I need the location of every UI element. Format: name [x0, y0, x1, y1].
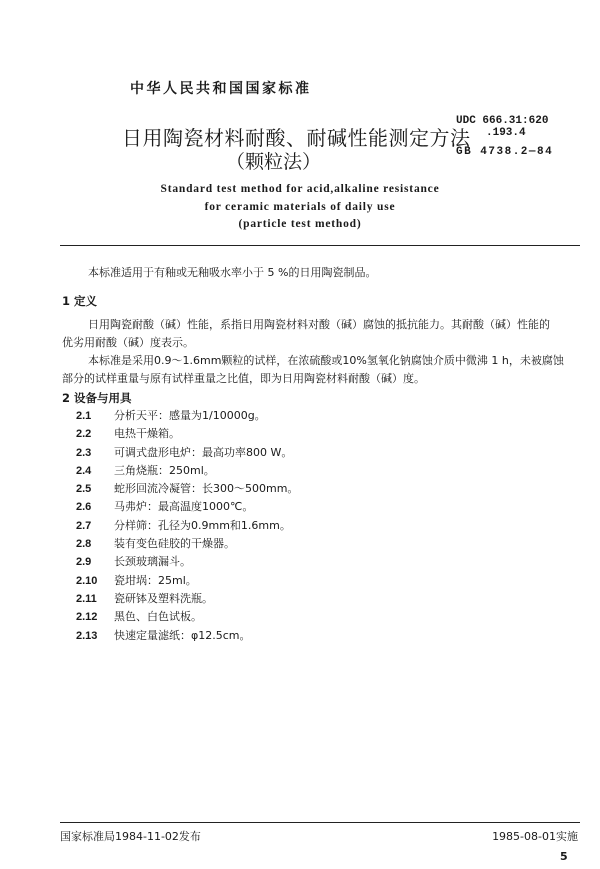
section-2-heading: 2 设备与用具 [62, 391, 132, 405]
bottom-divider [60, 822, 580, 823]
item-text: 蛇形回流冷凝管：长300～500mm。 [114, 482, 299, 496]
item-text: 快速定量滤纸：φ12.5cm。 [114, 628, 251, 642]
equipment-item [76, 553, 298, 571]
item-number: 2.13 [76, 629, 98, 642]
equipment-item [76, 608, 298, 626]
gb-code: GB 4738.2—84 [456, 146, 554, 158]
item-number: 2.2 [76, 428, 92, 441]
english-title-line: (particle test method) [238, 218, 362, 230]
equipment-item [76, 572, 298, 590]
section-1-heading: 1 定义 [62, 294, 98, 308]
equipment-item [76, 590, 298, 608]
scope-paragraph: 本标准适用于有釉或无釉吸水率小于 5 %的日用陶瓷制品。 [88, 266, 377, 279]
item-text: 三角烧瓶：250ml。 [114, 463, 215, 477]
item-number: 2.7 [76, 519, 92, 532]
equipment-item [76, 498, 298, 516]
equipment-item [76, 425, 298, 443]
udc-line-1: UDC 666.31:620 [456, 115, 549, 127]
item-number: 2.4 [76, 464, 92, 477]
effective-date: 1985-08-01实施 [492, 830, 578, 843]
item-text: 瓷坩埚：25ml。 [114, 573, 197, 587]
equipment-list [76, 407, 298, 645]
item-text: 瓷研钵及塑料洗瓶。 [114, 591, 213, 605]
item-number: 2.3 [76, 446, 92, 459]
page-number: 5 [560, 850, 568, 863]
udc-line-2: .193.4 [486, 127, 526, 139]
equipment-item [76, 444, 298, 462]
equipment-item [76, 480, 298, 498]
top-divider [60, 245, 580, 246]
issue-date: 国家标准局1984-11-02发布 [60, 830, 201, 843]
item-number: 2.6 [76, 501, 92, 514]
issuer-heading: 中华人民共和国国家标准 [130, 81, 312, 97]
method-text: 部分的试样重量与原有试样重量之比值，即为日用陶瓷材料耐酸（碱）度。 [62, 372, 425, 385]
equipment-item [76, 517, 298, 535]
definition-text: 优劣用耐酸（碱）度表示。 [62, 336, 194, 349]
item-text: 可调式盘形电炉：最高功率800 W。 [114, 445, 293, 459]
english-title-line: Standard test method for acid,alkaline resistance [160, 183, 440, 195]
equipment-item [76, 462, 298, 480]
item-number: 2.1 [76, 410, 92, 422]
item-text: 装有变色硅胶的干燥器。 [114, 537, 235, 551]
equipment-item [76, 407, 298, 425]
item-text: 电热干燥箱。 [114, 427, 180, 441]
item-number: 2.10 [76, 574, 98, 587]
document-subtitle: （颗粒法） [226, 151, 322, 173]
item-text: 黑色、白色试板。 [114, 610, 202, 624]
english-title-line: for ceramic materials of daily use [204, 201, 396, 213]
method-text: 本标准是采用0.9～1.6mm颗粒的试样，在浓硫酸或10%氢氧化钠腐蚀介质中微沸 1 h，未被腐蚀 [88, 354, 564, 367]
definition-text: 日用陶瓷耐酸（碱）性能，系指日用陶瓷材料对酸（碱）腐蚀的抵抗能力。其耐酸（碱）性能的 [88, 318, 550, 331]
udc-code [456, 115, 548, 139]
item-number: 2.5 [76, 483, 92, 496]
item-number: 2.9 [76, 556, 92, 569]
equipment-item [76, 535, 298, 553]
item-text: 长颈玻璃漏斗。 [114, 555, 191, 569]
equipment-item [76, 627, 298, 645]
document-title: 日用陶瓷材料耐酸、耐碱性能测定方法 [122, 126, 471, 150]
item-text: 分析天平：感量为1/10000g。 [114, 409, 266, 422]
item-text: 分样筛：孔径为0.9mm和1.6mm。 [114, 518, 291, 532]
item-number: 2.11 [76, 592, 97, 605]
item-text: 马弗炉：最高温度1000℃。 [114, 500, 254, 514]
item-number: 2.12 [76, 611, 98, 624]
item-number: 2.8 [76, 538, 92, 551]
